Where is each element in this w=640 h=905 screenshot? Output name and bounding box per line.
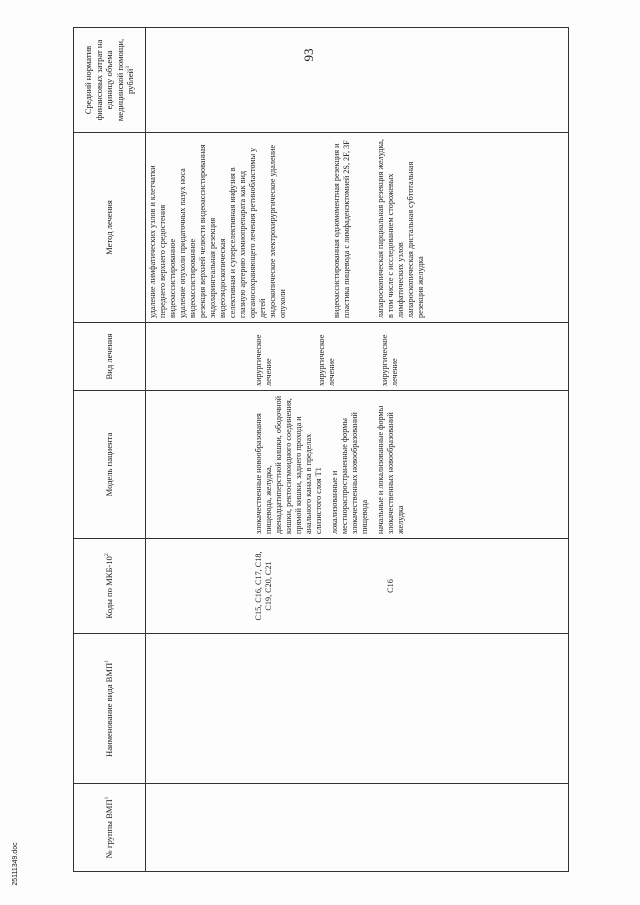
treatment-type-text: хирургическое лечение bbox=[254, 334, 273, 386]
icd-codes-value: C16 bbox=[386, 579, 395, 593]
icd-codes-value: C15, C16, C17, C18, C19, C20, C21 bbox=[254, 551, 273, 621]
cell-icd-codes bbox=[146, 539, 569, 634]
rotated-table-container bbox=[73, 28, 568, 872]
header-icd-codes: Коды по МКБ-$10^2$ bbox=[74, 539, 146, 634]
table-header-row bbox=[74, 28, 146, 872]
table-row bbox=[146, 28, 569, 872]
cell-vmp-name bbox=[146, 634, 569, 784]
cell-treatment-method bbox=[146, 133, 569, 323]
header-patient-model: Модель пациента bbox=[74, 391, 146, 539]
header-treatment-method: Метод лечения bbox=[74, 133, 146, 323]
method-text: эндоларингеальная резекция видеоэндоскопическая bbox=[208, 217, 227, 318]
method-text: лапароскопическая парциальная резекция желудка, в том числе с исследованием сторожевых лимфатических узлов bbox=[376, 139, 405, 318]
method-text: резекция верхней челюсти видеоассистированная bbox=[198, 144, 207, 318]
method-text: селективная и суперселективная инфузия в глазную артерию химиопрепарата как вид органосохраняющего лечения ретинобластомы у детей bbox=[228, 147, 267, 318]
header-average-cost: Средний норматив финансовых затрат на единицу объема медицинской помощи, рублей$^3$ bbox=[74, 28, 146, 133]
cell-patient-model bbox=[146, 391, 569, 539]
patient-model-text: локализованные и местнораспространенные формы злокачественных новообразований пищевода bbox=[330, 412, 369, 534]
header-treatment-type: Вид лечения bbox=[74, 323, 146, 391]
method-text: удаление опухоли придаточных пазух носа видеоассистированное bbox=[178, 168, 197, 318]
treatment-type-text: хирургическое лечение bbox=[380, 334, 399, 386]
method-text: эндоскопическое электрохирургическое удаление опухоли bbox=[268, 144, 287, 318]
header-group-number: № группы ВМП$^1$ bbox=[74, 784, 146, 872]
cell-treatment-type bbox=[146, 323, 569, 391]
cell-average-cost bbox=[146, 28, 569, 133]
patient-model-text: начальные и локализованные формы злокачественных новообразований желудка bbox=[376, 405, 405, 534]
header-vmp-name: Наименование вида ВМП$^1$ bbox=[74, 634, 146, 784]
cell-group-number bbox=[146, 784, 569, 872]
patient-model-text: злокачественные новообразования пищевода, желудка, двенадцатиперстной кишки, ободочной кишки, ректосигмоидного соединения, прямой кишки, заднего прохода и анального канала в пределах слизистого слоя T1 bbox=[254, 395, 323, 534]
treatment-type-text: хирургическое лечение bbox=[317, 334, 336, 386]
method-text: лапароскопическая дистальная субтотальная резекция желудка bbox=[406, 161, 425, 318]
method-text: удаление лимфатических узлов и клетчатки переднего верхнего средостения видеоассистированное bbox=[148, 165, 177, 318]
method-text: видеоассистированная одномоментная резекция и пластика пищевода с лимфаденэктомией 2S, 2F, 3F bbox=[332, 140, 351, 318]
treatment-table bbox=[73, 27, 569, 872]
document-reference: 25111349.doc bbox=[12, 842, 19, 886]
page-number: 93 bbox=[301, 48, 316, 62]
